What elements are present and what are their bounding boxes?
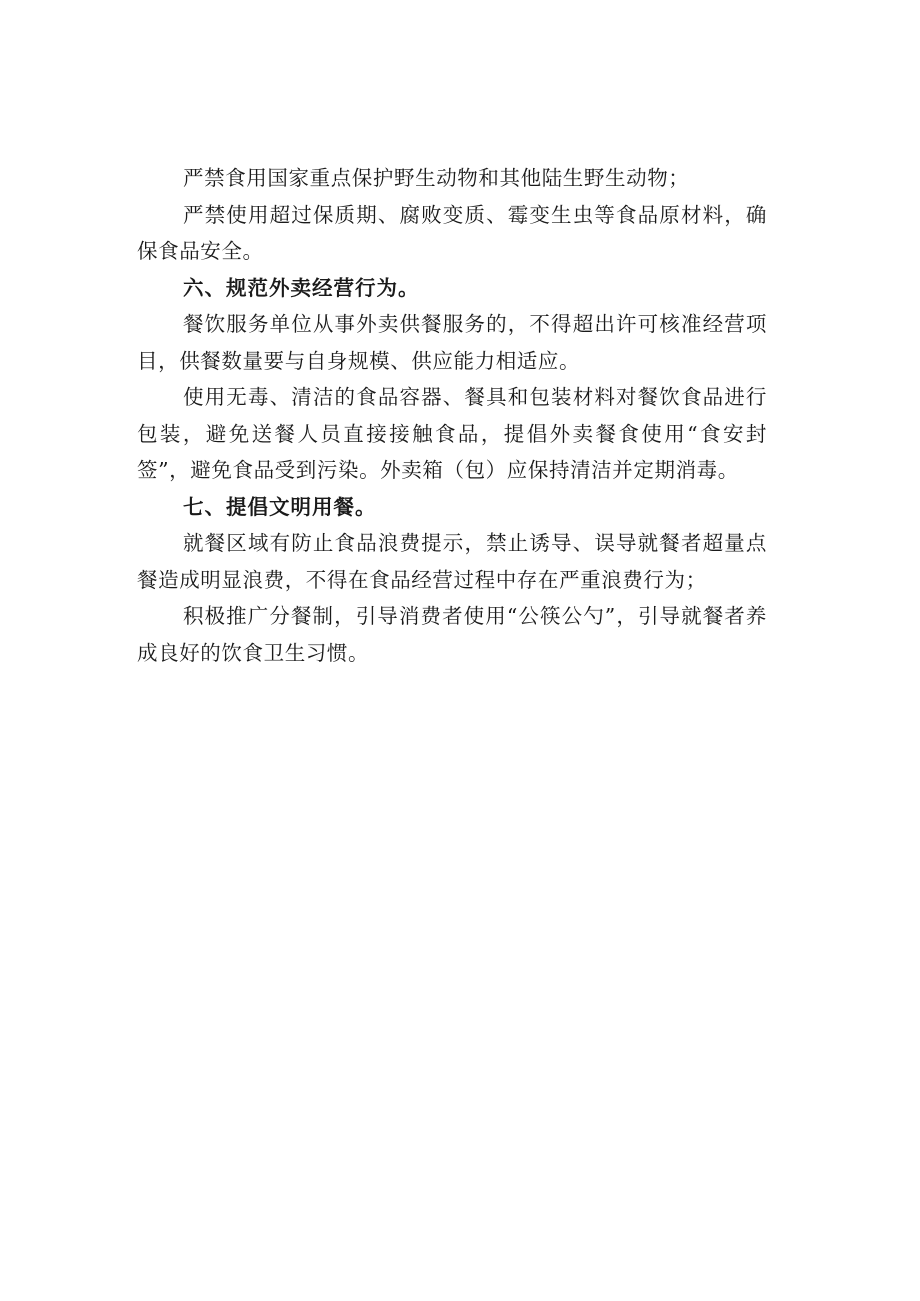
paragraph-takeout-scope: 餐饮服务单位从事外卖供餐服务的，不得超出许可核准经营项目，供餐数量要与自身规模、供应能力相适应。 bbox=[137, 312, 767, 373]
paragraph-wildlife-ban: 严禁食用国家重点保护野生动物和其他陆生野生动物； bbox=[183, 166, 690, 190]
paragraph-shared-chopsticks: 积极推广分餐制，引导消费者使用“公筷公勺”，引导就餐者养成良好的饮食卫生习惯。 bbox=[137, 604, 767, 665]
paragraph-expired-materials-ban: 严禁使用超过保质期、腐败变质、霉变生虫等食品原材料，确保食品安全。 bbox=[137, 202, 767, 263]
section-heading-seven: 七、提倡文明用餐。 bbox=[183, 494, 377, 519]
paragraph-food-waste: 就餐区域有防止食品浪费提示，禁止诱导、误导就餐者超量点餐造成明显浪费，不得在食品经营过程中存在严重浪费行为； bbox=[137, 531, 767, 592]
paragraph-takeout-packaging: 使用无毒、清洁的食品容器、餐具和包装材料对餐饮食品进行包装，避免送餐人员直接接触食品，提倡外卖餐食使用“食安封签”，避免食品受到污染。外卖箱（包）应保持清洁并定期消毒。 bbox=[137, 385, 767, 482]
document-body bbox=[137, 160, 767, 671]
section-heading-six: 六、规范外卖经营行为。 bbox=[183, 275, 420, 300]
